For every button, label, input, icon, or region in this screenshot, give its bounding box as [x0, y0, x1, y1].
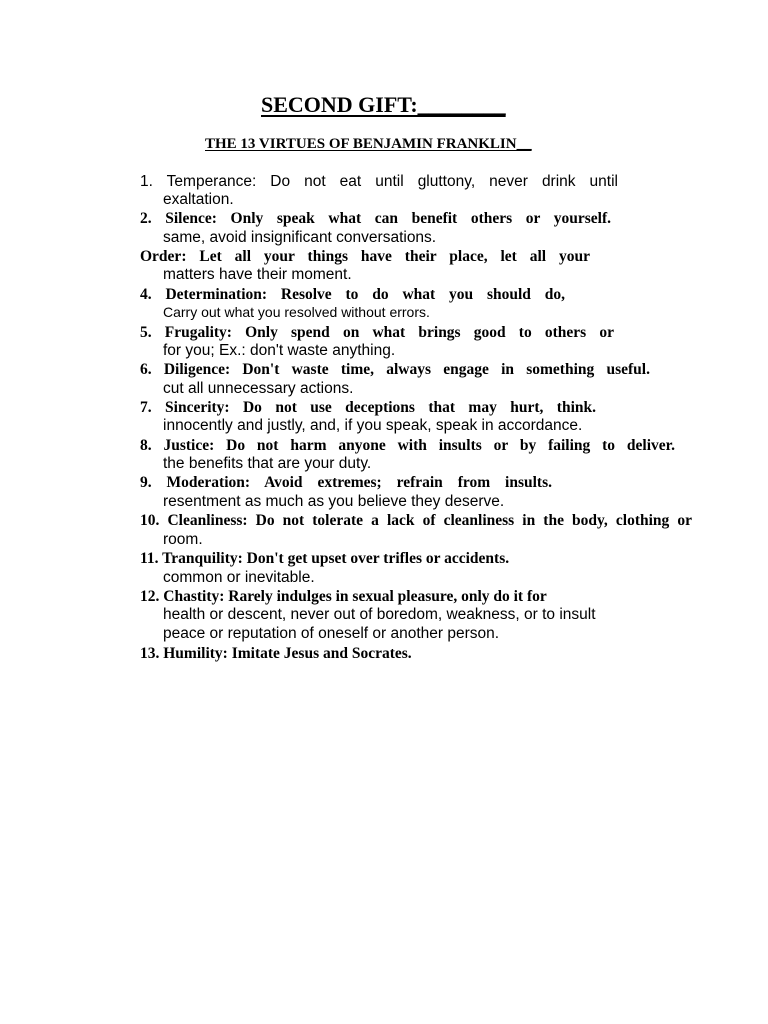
virtue-12-line-2: health or descent, never out of boredom, weakness, or to insult: [163, 606, 596, 623]
virtue-1-line-2: exaltation.: [163, 191, 234, 208]
virtue-7-line-2: innocently and justly, and, if you speak, speak in accordance.: [163, 417, 583, 434]
page-title: SECOND GIFT:________: [261, 92, 506, 117]
virtue-9-line-1: 9. Moderation: Avoid extremes; refrain from insults.: [140, 474, 552, 491]
virtue-10-line-1: 10. Cleanliness: Do not tolerate a lack of cleanliness in the body, clothing or: [140, 512, 692, 529]
virtue-8-line-1: 8. Justice: Do not harm anyone with insults or by failing to deliver.: [140, 437, 675, 454]
virtue-5-line-1: 5. Frugality: Only spend on what brings good to others or: [140, 324, 614, 341]
virtue-11-line-2: common or inevitable.: [163, 569, 315, 586]
virtue-1-line-1: 1. Temperance: Do not eat until gluttony, never drink until: [140, 173, 618, 190]
virtue-6-line-1: 6. Diligence: Don't waste time, always engage in something useful.: [140, 361, 650, 378]
virtue-12-line-1: 12. Chastity: Rarely indulges in sexual pleasure, only do it for: [140, 588, 547, 605]
virtue-3-line-2: matters have their moment.: [163, 266, 352, 283]
virtue-4-line-2: Carry out what you resolved without errors.: [163, 304, 430, 320]
virtue-8-line-2: the benefits that are your duty.: [163, 455, 372, 472]
virtue-12-line-3: peace or reputation of oneself or another person.: [163, 625, 500, 642]
virtue-4-line-1: 4. Determination: Resolve to do what you should do,: [140, 286, 565, 303]
page-subtitle: THE 13 VIRTUES OF BENJAMIN FRANKLIN__: [205, 136, 532, 152]
virtue-6-line-2: cut all unnecessary actions.: [163, 380, 354, 397]
virtue-3-line-1: Order: Let all your things have their place, let all your: [140, 248, 590, 265]
virtue-2-line-2: same, avoid insignificant conversations.: [163, 229, 437, 246]
virtue-2-line-1: 2. Silence: Only speak what can benefit others or yourself.: [140, 210, 611, 227]
virtue-7-line-1: 7. Sincerity: Do not use deceptions that may hurt, think.: [140, 399, 596, 416]
virtue-13-line-1: 13. Humility: Imitate Jesus and Socrates.: [140, 645, 412, 662]
virtue-11-line-1: 11. Tranquility: Don't get upset over trifles or accidents.: [140, 550, 510, 567]
virtue-9-line-2: resentment as much as you believe they deserve.: [163, 493, 505, 510]
virtue-5-line-2: for you; Ex.: don't waste anything.: [163, 342, 396, 359]
virtue-10-line-2: room.: [163, 531, 203, 548]
